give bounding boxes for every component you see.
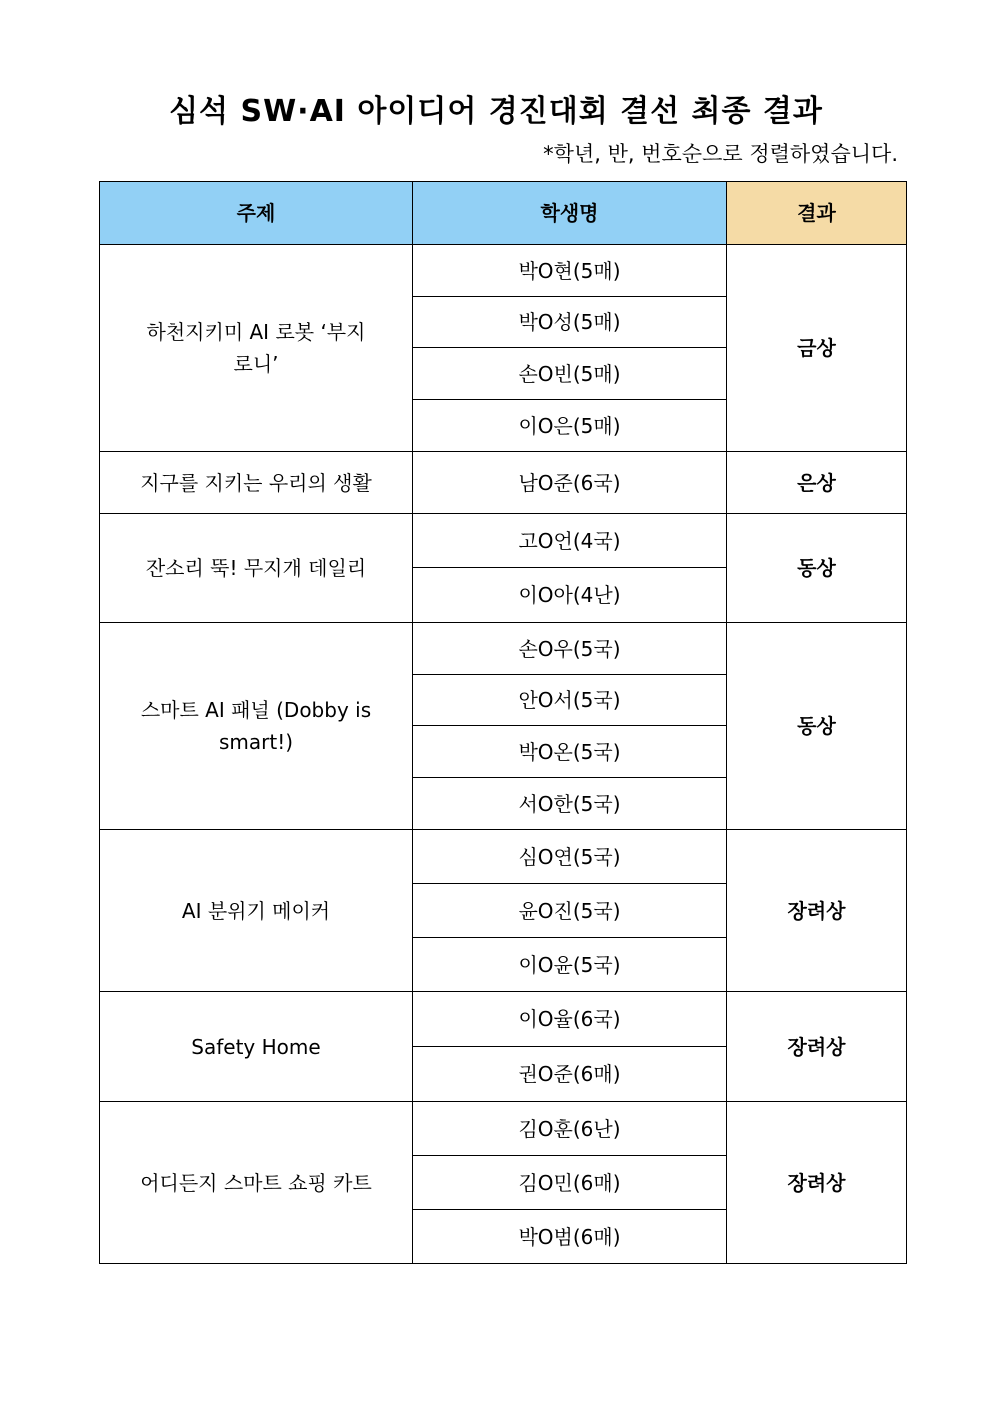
- student-cell: 박O성(5매): [413, 297, 727, 348]
- student-cell: 남O준(6국): [413, 452, 727, 514]
- header-student: 학생명: [413, 182, 727, 245]
- table-row: [100, 992, 907, 1047]
- award-cell: 동상: [727, 514, 907, 623]
- student-cell: 고O언(4국): [413, 514, 727, 568]
- table-row: [100, 514, 907, 568]
- table-row: [100, 452, 907, 514]
- student-cell: 심O연(5국): [413, 830, 727, 884]
- student-cell: 김O훈(6난): [413, 1102, 727, 1156]
- topic-cell: 잔소리 뚝! 무지개 데일리: [100, 514, 413, 623]
- student-cell: 이O아(4난): [413, 568, 727, 623]
- award-cell: 은상: [727, 452, 907, 514]
- header-result: 결과: [727, 182, 907, 245]
- header-topic: 주제: [100, 182, 413, 245]
- header-row: [100, 182, 907, 245]
- student-cell: 이O윤(5국): [413, 938, 727, 992]
- topic-cell: 하천지키미 AI 로봇 ‘부지로니’: [100, 245, 413, 452]
- student-cell: 손O빈(5매): [413, 348, 727, 400]
- student-cell: 안O서(5국): [413, 675, 727, 726]
- results-table: [99, 181, 907, 1264]
- student-cell: 손O우(5국): [413, 623, 727, 675]
- topic-cell: 스마트 AI 패널 (Dobby is smart!): [100, 623, 413, 830]
- topic-cell: 지구를 지키는 우리의 생활: [100, 452, 413, 514]
- award-cell: 장려상: [727, 1102, 907, 1264]
- award-cell: 장려상: [727, 992, 907, 1102]
- award-cell: 동상: [727, 623, 907, 830]
- student-cell: 서O한(5국): [413, 778, 727, 830]
- student-cell: 박O현(5매): [413, 245, 727, 297]
- student-cell: 윤O진(5국): [413, 884, 727, 938]
- page-title: 심석 SW·AI 아이디어 경진대회 결선 최종 결과: [169, 94, 823, 129]
- topic-cell: 어디든지 스마트 쇼핑 카트: [100, 1102, 413, 1264]
- table-row: [100, 830, 907, 884]
- table-row: [100, 623, 907, 675]
- student-cell: 박O범(6매): [413, 1210, 727, 1264]
- topic-cell: AI 분위기 메이커: [100, 830, 413, 992]
- student-cell: 이O율(6국): [413, 992, 727, 1047]
- table-row: [100, 245, 907, 297]
- award-cell: 장려상: [727, 830, 907, 992]
- table-row: [100, 1102, 907, 1156]
- award-cell: 금상: [727, 245, 907, 452]
- sort-note: *학년, 반, 번호순으로 정렬하였습니다.: [543, 142, 898, 166]
- student-cell: 권O준(6매): [413, 1047, 727, 1102]
- student-cell: 박O온(5국): [413, 726, 727, 778]
- topic-cell: Safety Home: [100, 992, 413, 1102]
- student-cell: 김O민(6매): [413, 1156, 727, 1210]
- student-cell: 이O은(5매): [413, 400, 727, 452]
